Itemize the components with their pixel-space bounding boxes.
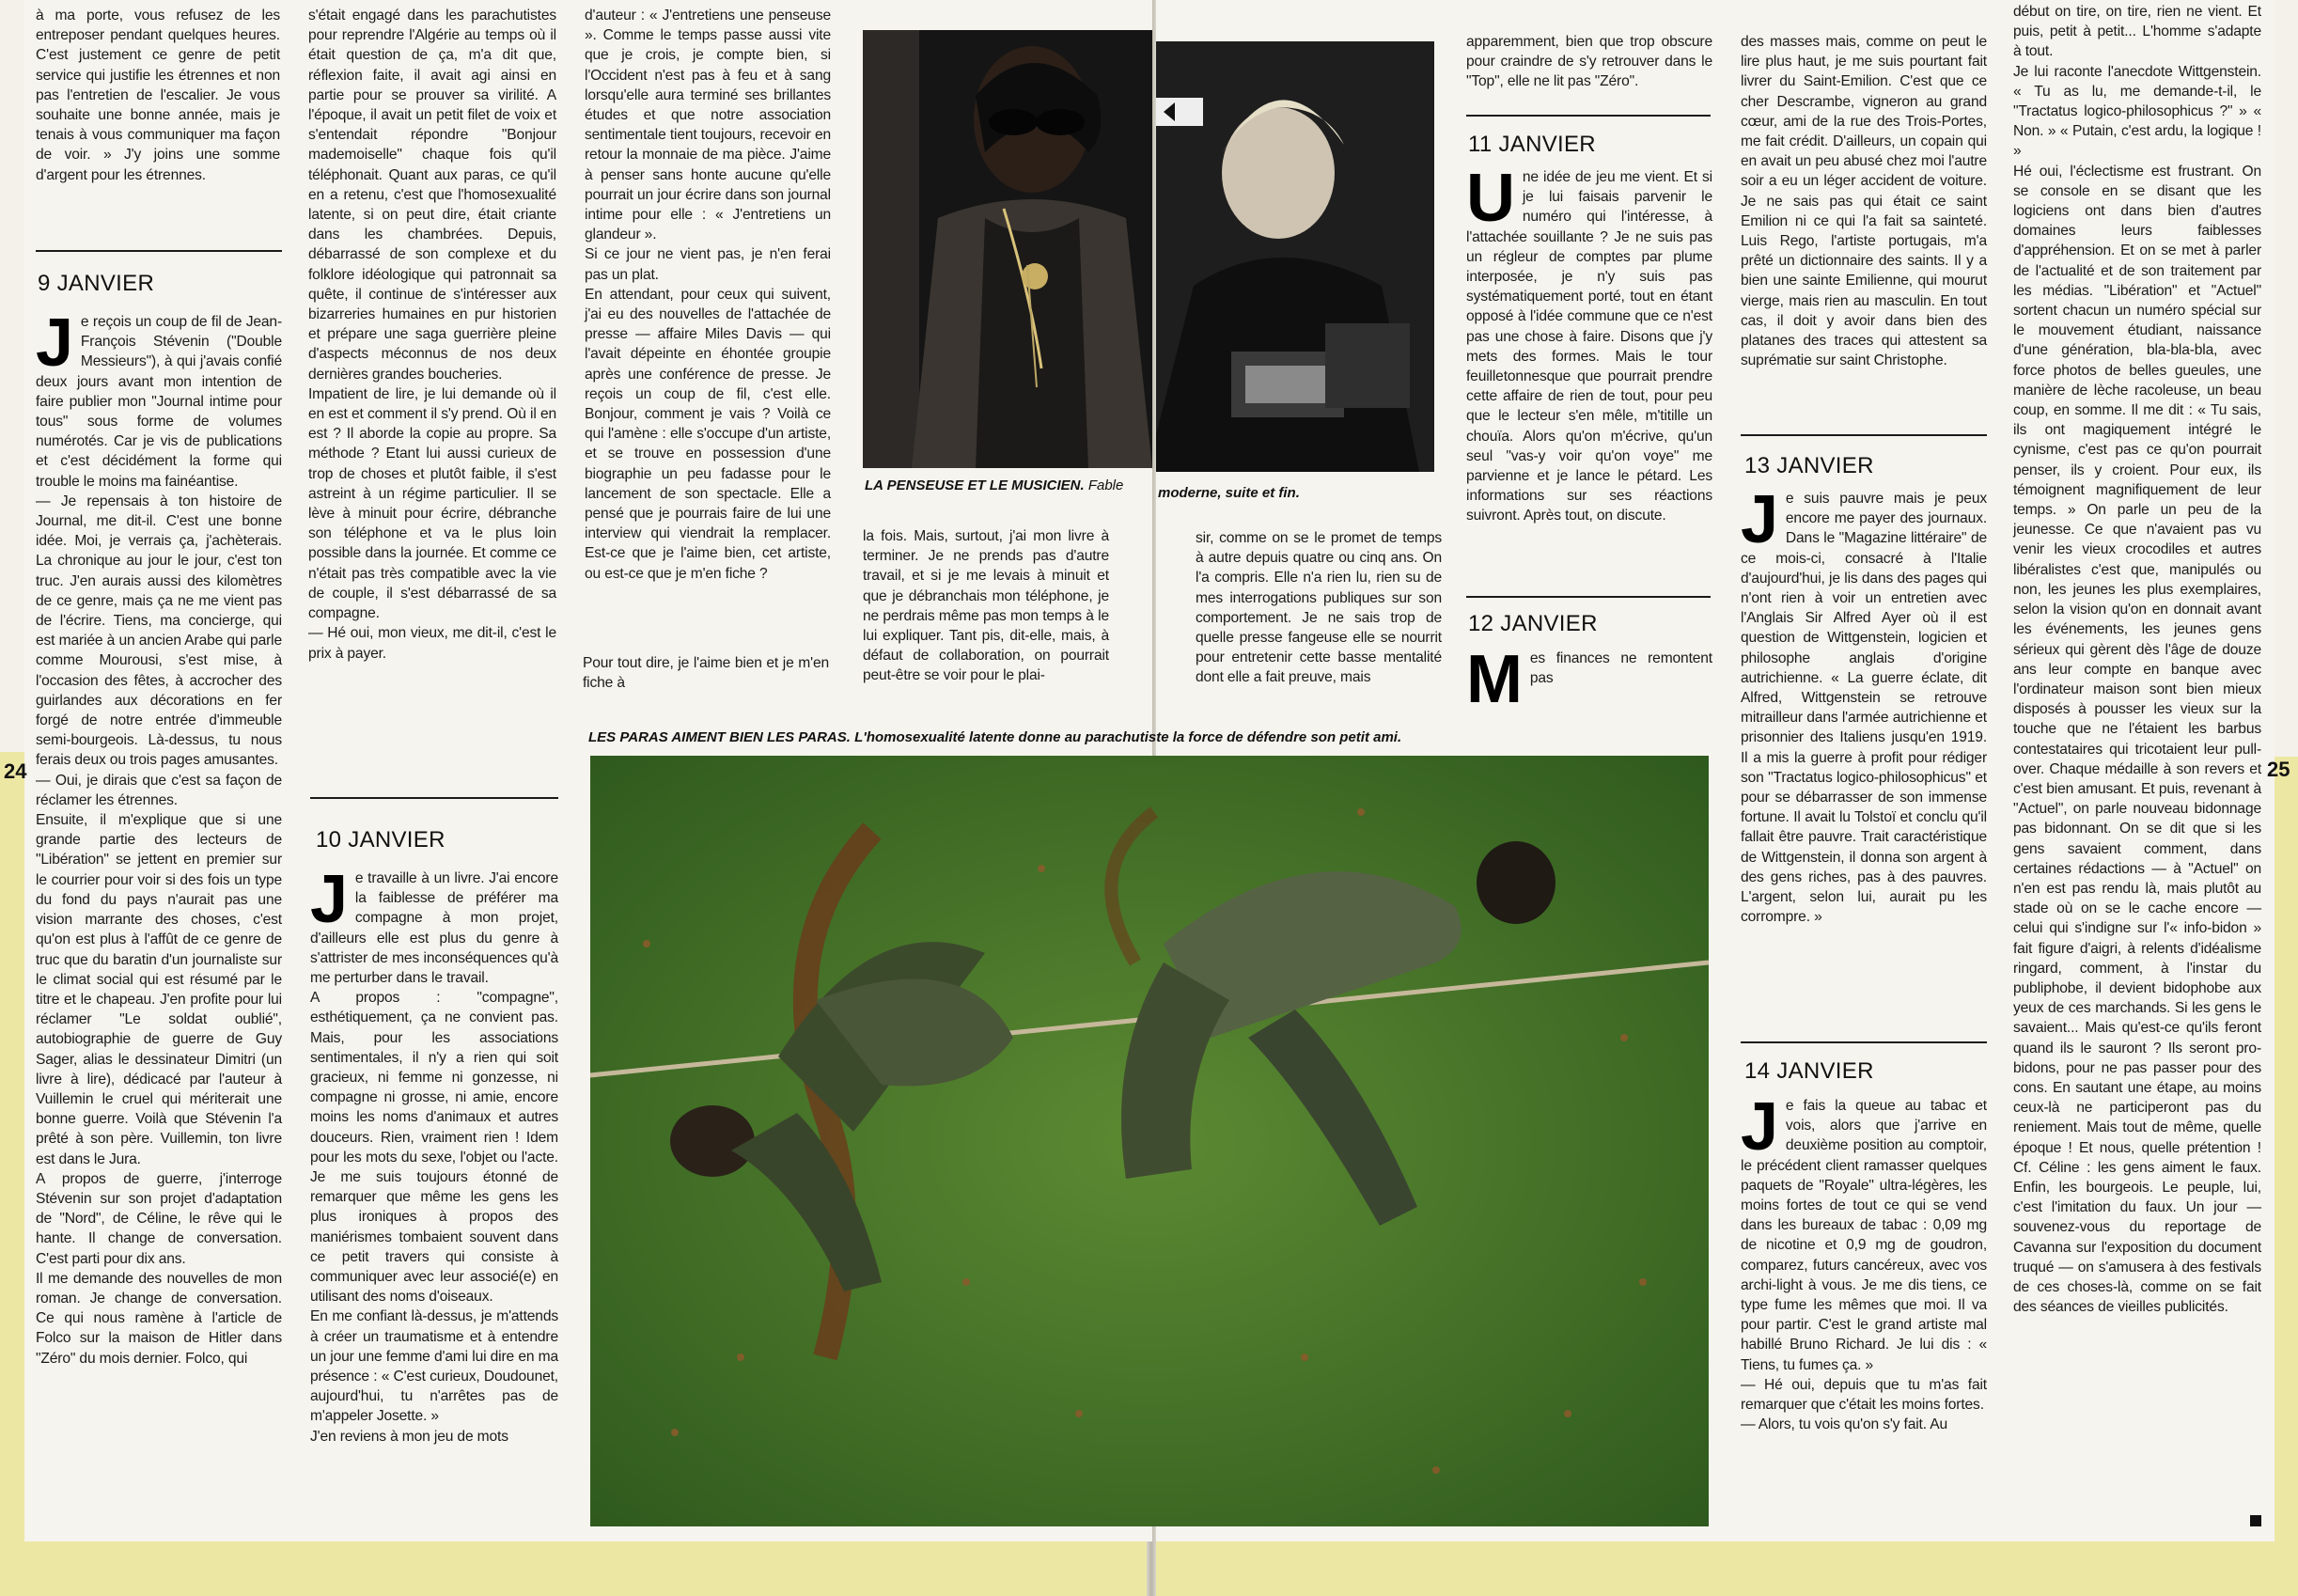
- entry-text: d'auteur : « J'entretiens une penseuse ». Comme le temps passe aussi vite que je crois, je compte bien, si l'Occident n'est pas à feu et à sang lorsqu'elle aura terminé ses brillantes études et que notre association sentimentale tient toujours, recevoir en retour la monnaie de ma pièce. J'aime à penser sans honte aucune qu'elle pourrait un jour écrire dans son journal intime pour elle : « J'entretiens un glandeur ». Si ce jour ne vient pas, je n'en ferai pas un plat. En attendant, pour ceux qui suivent, j'ai eu des nouvelles de l'attachée de presse — affaire Miles Davis — qui l'avait dépeinte en éhontée groupie après une conférence de presse. Je reçois un coup de fil, c'est elle. Bonjour, comment je vais ? Voilà ce qui l'amène : elle s'occupe d'un artiste, et se trouve en possession d'une biographie un peu fadasse pour le lancement de son spectacle. Elle a pensé que je pourrais faire de lui une interview qui viendrait la remplacer. Est-ce que je l'aime bien, cet artiste, ou est-ce que je m'en fiche ?: [585, 8, 831, 582]
- entry-text: e travaille à un livre. J'ai encore la faiblesse de préférer ma compagne à mon projet, d'ailleurs elle est plus du genre à s'attrister de mes inconséquences qu'à me perturber dans le travail. A propos : "compagne", esthétiquement, ça ne convient pas. Mais, pour les associations sentimentales, il n'y a rien qui soit gracieux, ni femme ni gonzesse, ni compagne ni grosse, ni amie, encore moins les noms d'animaux et autres douceurs. Rien, vraiment rien ! Idem pour les mots du sexe, l'objet ou l'acte. Je me suis toujours étonné de remarquer que même les gens les plus ironiques à propos des maniérismes tombaient souvent dans ce petit travers qui consiste à communiquer avec leur associé(e) en utilisant des noms d'oiseaux. En me confiant là-dessus, je m'attends à créer un traumatisme et à entendre un jour une femme d'ami lui dire en ma présence : « C'est curieux, Doudounet, aujourd'hui, tu n'arrêtes pas de m'appeler Josette. » J'en reviens à mon jeu de mots: [310, 870, 558, 1445]
- column-7-14jan: [1741, 1089, 1987, 1434]
- page-number-left: 24: [4, 759, 27, 783]
- column-6-11jan: [1466, 161, 1712, 526]
- rule: [1741, 1041, 1987, 1043]
- rule: [1466, 115, 1711, 117]
- caption-continuation: moderne, suite et fin.: [1158, 485, 1300, 501]
- caption-fable: Fable: [1087, 477, 1124, 493]
- column-7-13jan: [1741, 482, 1987, 927]
- column-6-top: [1466, 32, 1712, 92]
- column-2-body: [310, 862, 558, 1447]
- photo-paratroopers: [590, 756, 1709, 1526]
- caption-title: LES PARAS AIMENT BIEN LES PARAS.: [588, 729, 851, 745]
- entry-text: s'était engagé dans les parachutistes pour reprendre l'Algérie au temps où il était question de ça, m'a dit que, réflexion faite, il avait agi ainsi en partie pour se prouver sa virilité. A l'époque, il avait un petit filet de voix et s'entendait répondre "Bonjour mademoiselle" chaque fois qu'il téléphonait. Quant aux paras, ce qu'il en a retenu, c'est que l'homosexualité latente, si on peut dire, était criante dans les chambrées. Depuis, débarrassé de son complexe et du folklore idéologique qui patronnait sa quête, il continue de s'intéresser aux bizarreries humaines en pur historien et prépare une saga guerrière pleine d'aspects méconnus de nos deux dernières grandes boucheries. Impatient de lire, je lui demande où il en est et comment il s'y prend. Où il en est ? Il aborde la copie au propre. Sa méthode ? Etant lui aussi curieux de trop de choses et plutôt faible, il s'est astreint à un régime particulier. Il se lève à minuit pour écrire, débranche son téléphone et va le plus loin possible dans la journée. Et comme ce n'était pas très compatible avec la vie de couple, il s'est débarrassé de sa compagne. — Hé oui, mon vieux, me dit-il, c'est le prix à payer.: [308, 8, 556, 662]
- entry-text: début on tire, on tire, rien ne vient. Et puis, petit à petit... L'homme s'adapte à tout. Je lui raconte l'anecdote Wittgenstein. « Tu as lu, me demande-t-il, le "Tractatus logico-philosophicus ?" » « Non. » « Putain, c'est ardu, la logique ! » Hé oui, l'éclectisme est frustrant. On se console en se disant que les logiciens ont dans bien d'autres domaines leurs faiblesses d'appréhension. Et on se met à parler de l'actualité et de son traitement par les médias. "Libération" et "Actuel" sortent chacun un numéro spécial sur le mouvement étudiant, naissance d'une génération, bla-bla-bla, avec force photos de belles gueules, une manière de lèche racoleuse, un beau coup, en somme. Il me dit : « Tu sais, ils ont magiquement intégré le cynisme, c'est pas ce qu'on pourrait penser, ils y croient. Pour eux, ils témoignent magnifiquement de leur temps. » On parle un peu de la jeunesse. Ce que n'avaient pas vu venir les vieux crocodiles et autres libéralistes c'est que, manipulés ou non, les jeunes les plus exemplaires, selon la vision qu'on en donnait avant les événements, les jeunes gens sérieux qui gèrent dès l'âge de douze ans leur compte en banque avec l'ordinateur maison sont bien mieux disposés à pousser les vieux sur la touche que ne l'étaient les barbus contestataires qui tricotaient leur pull-over. Chaque médaille à son revers et c'est bien amusant. Et puis, revenant à "Actuel", on parle nouveau bidonnage pas bidonnant. On se dit que si les gens savaient comment, dans certaines rédactions — à "Actuel" on n'en est pas rendu là, mais plutôt au stade où on se le cache encore — celui qui s'indigne sur l'« info-bidon » fait figure d'aigri, à relents d'idéalisme ringard, comment, à l'instar du publiphobe, il devient bidophobe aux yeux de ces marchands. Si les gens le savaient... Mais qu'est-ce qu'ils feront quand ils le sauront ? Ils seront pro-bidons, pour ne pas passer pour des cons. En sautant une étape, au moins ceux-là ne participeront pas du reniement. Mais tout de même, quelle époque ! Et nous, quelle prétention ! Cf. Céline : les gens aiment le faux. Enfin, les bourgeois. Le peuple, lui, c'est l'imitation du faux. Un jour — souvenez-vous du reportage de Cavanna sur l'exposition du document truqué — on s'amusera à des festivals de ces choses-là, comme on se fait des séances de vieilles publicités.: [2013, 4, 2261, 1316]
- rule: [1466, 596, 1711, 598]
- photo-caption-right: [1158, 485, 1346, 501]
- drop-cap: U: [1466, 161, 1515, 236]
- entry-text: des masses mais, comme on peut le lire plus haut, je me suis pourtant fait livrer du Saint-Emilion. C'est que ce cher Descrambe, vigneron au grand cœur, ami de la rue des Trois-Portes, me fait crédit. D'ailleurs, un copain qui en avait un peu abusé chez moi l'autre soir a eu un léger accident de voiture. Je ne sais pas qui était ce saint Emilion ni ce qui l'a fait sa sainteté. Luis Rego, l'artiste portugais, m'a prêté un dictionnaire des saints. Il y a bien une sainte Emilienne, qui mourut vierge, mais rien au masculin. En tout cas, il doit y avoir dans bien des platanes des traces qui attestent sa suprématie sur saint Christophe.: [1741, 34, 1987, 369]
- date-heading: 13 JANVIER: [1744, 453, 1874, 478]
- paratroopers-illustration: [590, 756, 1709, 1526]
- page-number-right: 25: [2267, 758, 2290, 781]
- column-6-12jan: [1466, 642, 1712, 717]
- photo-woman: [1156, 41, 1434, 472]
- column-7-top: [1741, 32, 1987, 370]
- entry-text: la fois. Mais, surtout, j'ai mon livre à terminer. Je ne prends pas d'autre travail, et si je me levais à minuit et que je débranchais mon téléphone, je ne perdrais même pas mon temps à le lui expliquer. Tant pis, dit-elle, mais, à défaut de collaboration, on pourrait peut-être se voir pour le plai-: [863, 528, 1109, 684]
- caption-title: LA PENSEUSE ET LE MUSICIEN.: [865, 477, 1085, 493]
- date-heading: 11 JANVIER: [1468, 132, 1596, 157]
- rule: [36, 250, 282, 252]
- column-2-top: [308, 6, 556, 664]
- column-1-top: [36, 6, 280, 185]
- musician-illustration: [863, 30, 1152, 468]
- woman-illustration: [1156, 41, 1434, 472]
- column-4: [863, 526, 1109, 686]
- drop-cap: J: [310, 862, 348, 937]
- photo-caption-paras: [588, 729, 1528, 745]
- column-1-body: [36, 305, 282, 1534]
- column-3: [585, 6, 831, 584]
- caption-text: L'homosexualité latente donne au parachutiste la force de défendre son petit ami.: [854, 729, 1402, 745]
- drop-cap: J: [36, 305, 73, 381]
- paragraph: à ma porte, vous refusez de les entreposer pendant quelques heures. C'est justement ce genre de petit service qui justifie les étrennes et non pas l'entretien de l'escalier. Je vous souhaite une bonne année, mais je tenais à vous communiquer ma façon de voir. » J'y joins une somme d'argent pour les étrennes.: [36, 8, 280, 183]
- photo-musician: [863, 30, 1152, 468]
- column-5: [1196, 528, 1442, 688]
- date-heading: 10 JANVIER: [316, 827, 446, 853]
- date-heading: 9 JANVIER: [38, 271, 155, 296]
- drop-cap: J: [1741, 1089, 1778, 1165]
- entry-text: Pour tout dire, je l'aime bien et je m'en fiche à: [583, 655, 829, 692]
- photo-caption-left: [865, 477, 1147, 493]
- entry-text: apparemment, bien que trop obscure pour craindre de s'y retrouver dans le "Top", elle ne lit pas "Zéro".: [1466, 34, 1712, 90]
- entry-text: e fais la queue au tabac et vois, alors que j'arrive en deuxième position au comptoir, le précédent client ramasser quelques paquets de "Royale" ultra-légères, les moins fortes de tout ce qui se vend dans les bureaux de tabac : 0,09 mg de nicotine et 0,9 mg de goudron, comparez, futurs cancéreux, avec vos archi-light à vous. Je me dis tiens, ce type fume les mêmes que moi. Il va pour partir. C'est le grand artiste mal habillé Bruno Richard. Je lui dis : « Tiens, tu fumes ça. » — Hé oui, depuis que tu m'as fait remarquer que c'était les moins fortes. — Alors, tu vois qu'on s'y fait. Au: [1741, 1098, 1987, 1433]
- end-mark: [2250, 1515, 2261, 1526]
- entry-text: sir, comme on se le promet de temps à autre depuis quatre ou cinq ans. On l'a compris. Elle n'a rien lu, rien su de mes interrogations publiques sur son comportement. Je ne sais trop de quelle presse fangeuse elle se nourrit pour entretenir cette basse mentalité dont elle a fait preuve, mais: [1196, 530, 1442, 686]
- drop-cap: M: [1466, 642, 1523, 717]
- column-8: [2013, 2, 2261, 1317]
- drop-cap: J: [1741, 482, 1778, 557]
- date-heading: 12 JANVIER: [1468, 611, 1598, 636]
- entry-text: e reçois un coup de fil de Jean-François Stévenin ("Double Messieurs"), à qui j'avais confié deux jours avant mon intention de faire publier mon "Journal intime pour tous" sous forme de volumes numérotés. Car je vis de publications et c'est décidément la forme qui trouble le moins ma fainéantise. — Je repensais à ton histoire de Journal, me dit-il. C'est une bonne idée. Moi, je verrais ça, j'achèterais. La chronique au jour le jour, c'est ton truc. J'en aurais aussi des kilomètres de ce genre, mais ça ne me vient pas de l'écrire. Tiens, ma concierge, qui est mariée à un ancien Arabe qui parle comme Mourousi, s'est mise, à l'occasion des fêtes, à accrocher des guirlandes aux décorations en fer forgé de notre entrée d'immeuble semi-bourgeois. Là-dessus, tu nous ferais deux ou trois pages amusantes. — Oui, je dirais que c'est sa façon de réclamer les étrennes. Ensuite, il m'explique que si une grande partie des lecteurs de "Libération" se jettent en premier sur le courrier pour voir si des fois un type du fond du pays n'aurait pas une vision marrante des choses, c'est qu'on est plus à l'affût de ce genre de truc que du baratin d'un journaliste sur le climat social qui est résumé par le titre et le chapeau. J'en profite pour lui réclamer "Le soldat oublié", autobiographie de guerre de Guy Sager, alias le dessinateur Dimitri (un livre à lire), dédicacé par l'auteur à Vuillemin le cruel qui mériterait une bonne guerre. Voilà que Stévenin l'a prêté à son père. Vuillemin, ton livre est dans le Jura. A propos de guerre, j'interroge Stévenin sur son projet d'adaptation de "Nord", de Céline, le rêve qui le hante. Il change de conversation. C'est parti pour dix ans. Il me demande des nouvelles de mon roman. Je change de conversation. Ce qui nous ramène à l'article de Folco sur la maison de Hitler dans "Zéro" du mois dernier. Folco, qui: [36, 314, 282, 1367]
- entry-text: es finances ne remontent pas: [1529, 650, 1712, 687]
- date-heading: 14 JANVIER: [1744, 1058, 1874, 1084]
- entry-text: e suis pauvre mais je peux encore me payer des journaux. Dans le "Magazine littéraire" de ce mois-ci, consacré à l'Italie d'aujourd'hui, je lis dans des pages qui n'ont rien à voir un entretien avec l'Anglais Sir Alfred Ayer où il est question de Wittgenstein, logicien et philosophe anglais d'origine autrichienne. « La guerre éclate, dit Alfred, Wittgenstein se retrouve mitrailleur dans l'armée autrichienne et prisonnier des Italiens jusqu'en 1919. Il a mis la guerre à profit pour rédiger son "Tractatus logico-philosophicus" et pour se débarrasser de son immense fortune. Il avait lu Tolstoï et conclu qu'il fallait être pauvre. Trait caractéristique de Wittgenstein, il donna son argent à des gens riches, pas à des pauvres. L'argent, selon lui, aurait pu les corrompre. »: [1741, 491, 1987, 926]
- column-3-bottom: [583, 653, 829, 693]
- rule: [1741, 434, 1987, 436]
- rule: [310, 797, 558, 799]
- entry-text: ne idée de jeu me vient. Et si je lui faisais parvenir le numéro qui l'intéresse, à l'attachée souillante ? Je ne suis pas un régleur de comptes par plume interposée, je n'y suis pas systématiquement porté, tout en étant opposé à l'idée commune que ce n'est pas une chose à faire. Disons que j'y mets des formes. Mais le tour feuilletonnesque que pourrait prendre cette affaire de rien de tout, pour peu que le lecteur s'en mêle, m'titille un chouïa. Alors qu'on m'écrive, qu'un seul "vas-y voir qu'on voye" me parvienne et je lance le pétard. Les informations sur ses réactions suivront. Après tout, on discute.: [1466, 169, 1712, 524]
